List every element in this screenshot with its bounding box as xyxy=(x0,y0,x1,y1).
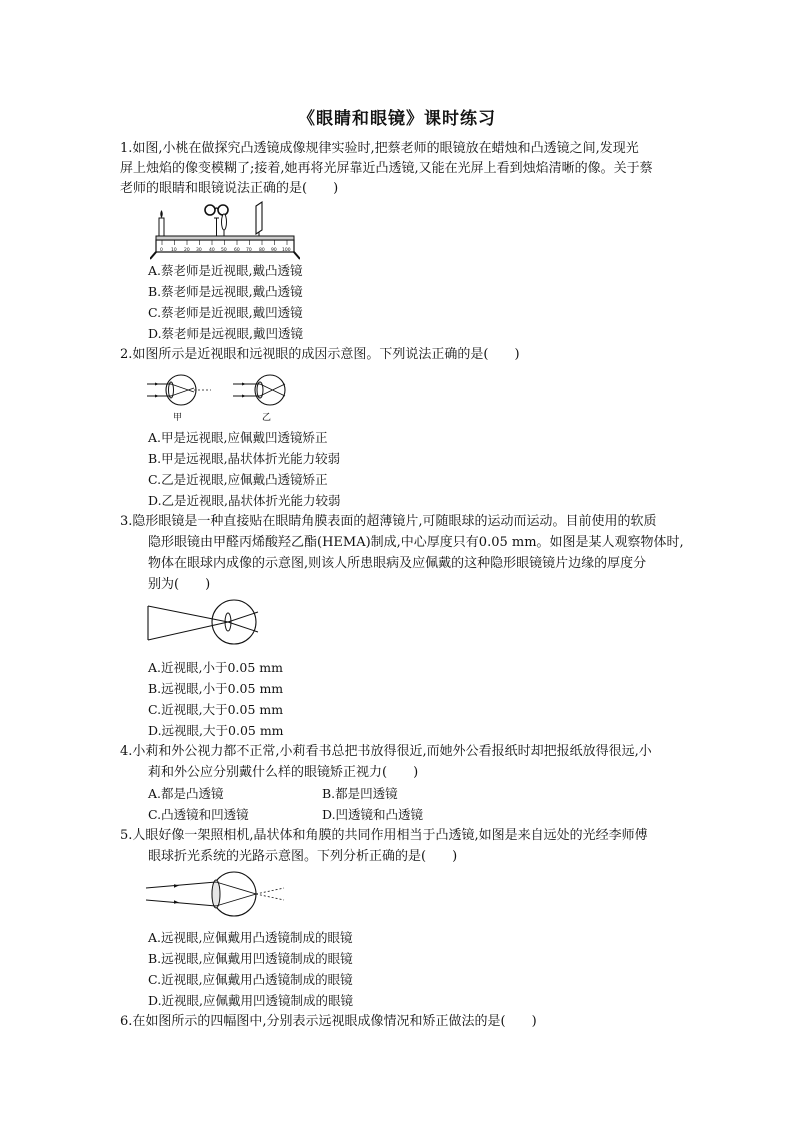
ruler-tick-label: 10 xyxy=(171,248,177,253)
q1-option-d: D.蔡老师是远视眼,戴凹透镜 xyxy=(148,326,304,341)
q2-line-1: 2.如图所示是近视眼和远视眼的成因示意图。下列说法正确的是( ) xyxy=(120,347,520,362)
q1-line-2: 屏上烛焰的像变模糊了;接着,她再将光屏靠近凸透镜,又能在光屏上看到烛焰清晰的像。关于蔡 xyxy=(120,161,653,176)
ruler-tick-label: 80 xyxy=(259,248,265,253)
q3-line-2: 隐形眼镜由甲醛丙烯酸羟乙酯(HEMA)制成,中心厚度只有0.05 mm。如图是某人观察物体时, xyxy=(148,535,684,550)
ruler-tick-label: 60 xyxy=(234,248,240,253)
q5-line-2: 眼球折光系统的光路示意图。下列分析正确的是( ) xyxy=(148,849,458,864)
q2-option-b: B.甲是远视眼,晶状体折光能力较弱 xyxy=(148,451,341,466)
q1-option-b: B.蔡老师是远视眼,戴凸透镜 xyxy=(148,284,303,299)
q4-option-b: B.都是凹透镜 xyxy=(322,786,398,801)
q1-line-3: 老师的眼睛和眼镜说法正确的是( ) xyxy=(120,181,339,196)
q3-eye-image-figure xyxy=(146,598,266,648)
ruler-tick-label: 50 xyxy=(221,248,227,253)
ruler-tick-label: 100 xyxy=(282,248,291,253)
q6-line-1: 6.在如图所示的四幅图中,分别表示远视眼成像情况和矫正做法的是( ) xyxy=(120,1014,537,1029)
q2-eye-diagrams-figure xyxy=(145,370,305,425)
q3-option-d: D.远视眼,大于0.05 mm xyxy=(148,723,284,738)
q5-line-1: 5.人眼好像一架照相机,晶状体和角膜的共同作用相当于凸透镜,如图是来自远处的光经李师傅 xyxy=(120,828,648,843)
fig-label-yi: 乙 xyxy=(262,413,272,423)
document-title: 《眼睛和眼镜》课时练习 xyxy=(298,109,496,129)
q5-option-c: C.近视眼,应佩戴用凸透镜制成的眼镜 xyxy=(148,972,353,987)
q5-eye-light-path-figure xyxy=(144,870,294,920)
ruler-tick-label: 20 xyxy=(184,248,190,253)
fig-label-jia: 甲 xyxy=(173,413,183,423)
q4-option-d: D.凹透镜和凸透镜 xyxy=(322,807,424,822)
q5-option-a: A.远视眼,应佩戴用凸透镜制成的眼镜 xyxy=(148,930,353,945)
q1-optical-bench-figure xyxy=(150,198,300,260)
q3-line-4: 别为( ) xyxy=(148,577,211,592)
ruler-tick-label: 90 xyxy=(271,248,277,253)
q3-line-3: 物体在眼球内成像的示意图,则该人所患眼病及应佩戴的这种隐形眼镜镜片边缘的厚度分 xyxy=(148,556,647,571)
ruler-tick-label: 40 xyxy=(209,248,215,253)
q2-option-a: A.甲是远视眼,应佩戴凹透镜矫正 xyxy=(148,430,328,445)
q5-option-d: D.近视眼,应佩戴用凹透镜制成的眼镜 xyxy=(148,993,354,1008)
q3-line-1: 3.隐形眼镜是一种直接贴在眼睛角膜表面的超薄镜片,可随眼球的运动而运动。目前使用的软质 xyxy=(120,514,657,529)
q3-option-b: B.远视眼,小于0.05 mm xyxy=(148,681,284,696)
ruler-tick-label: 0 xyxy=(160,248,163,253)
q2-option-d: D.乙是近视眼,晶状体折光能力较弱 xyxy=(148,493,341,508)
q1-option-a: A.蔡老师是近视眼,戴凸透镜 xyxy=(148,263,303,278)
q4-option-c: C.凸透镜和凹透镜 xyxy=(148,807,249,822)
q4-line-1: 4.小莉和外公视力都不正常,小莉看书总把书放得很近,而她外公看报纸时却把报纸放得很远,小 xyxy=(120,744,652,759)
q4-option-a: A.都是凸透镜 xyxy=(148,786,224,801)
q4-line-2: 莉和外公应分别戴什么样的眼镜矫正视力( ) xyxy=(148,765,419,780)
q3-option-a: A.近视眼,小于0.05 mm xyxy=(148,660,283,675)
ruler-tick-label: 30 xyxy=(196,248,202,253)
q1-option-c: C.蔡老师是近视眼,戴凹透镜 xyxy=(148,305,303,320)
q3-option-c: C.近视眼,大于0.05 mm xyxy=(148,702,284,717)
q5-option-b: B.远视眼,应佩戴用凹透镜制成的眼镜 xyxy=(148,951,353,966)
q2-option-c: C.乙是近视眼,应佩戴凸透镜矫正 xyxy=(148,472,328,487)
ruler-tick-label: 70 xyxy=(246,248,252,253)
q1-line-1: 1.如图,小桃在做探究凸透镜成像规律实验时,把蔡老师的眼镜放在蜡烛和凸透镜之间,发现光 xyxy=(120,141,639,156)
